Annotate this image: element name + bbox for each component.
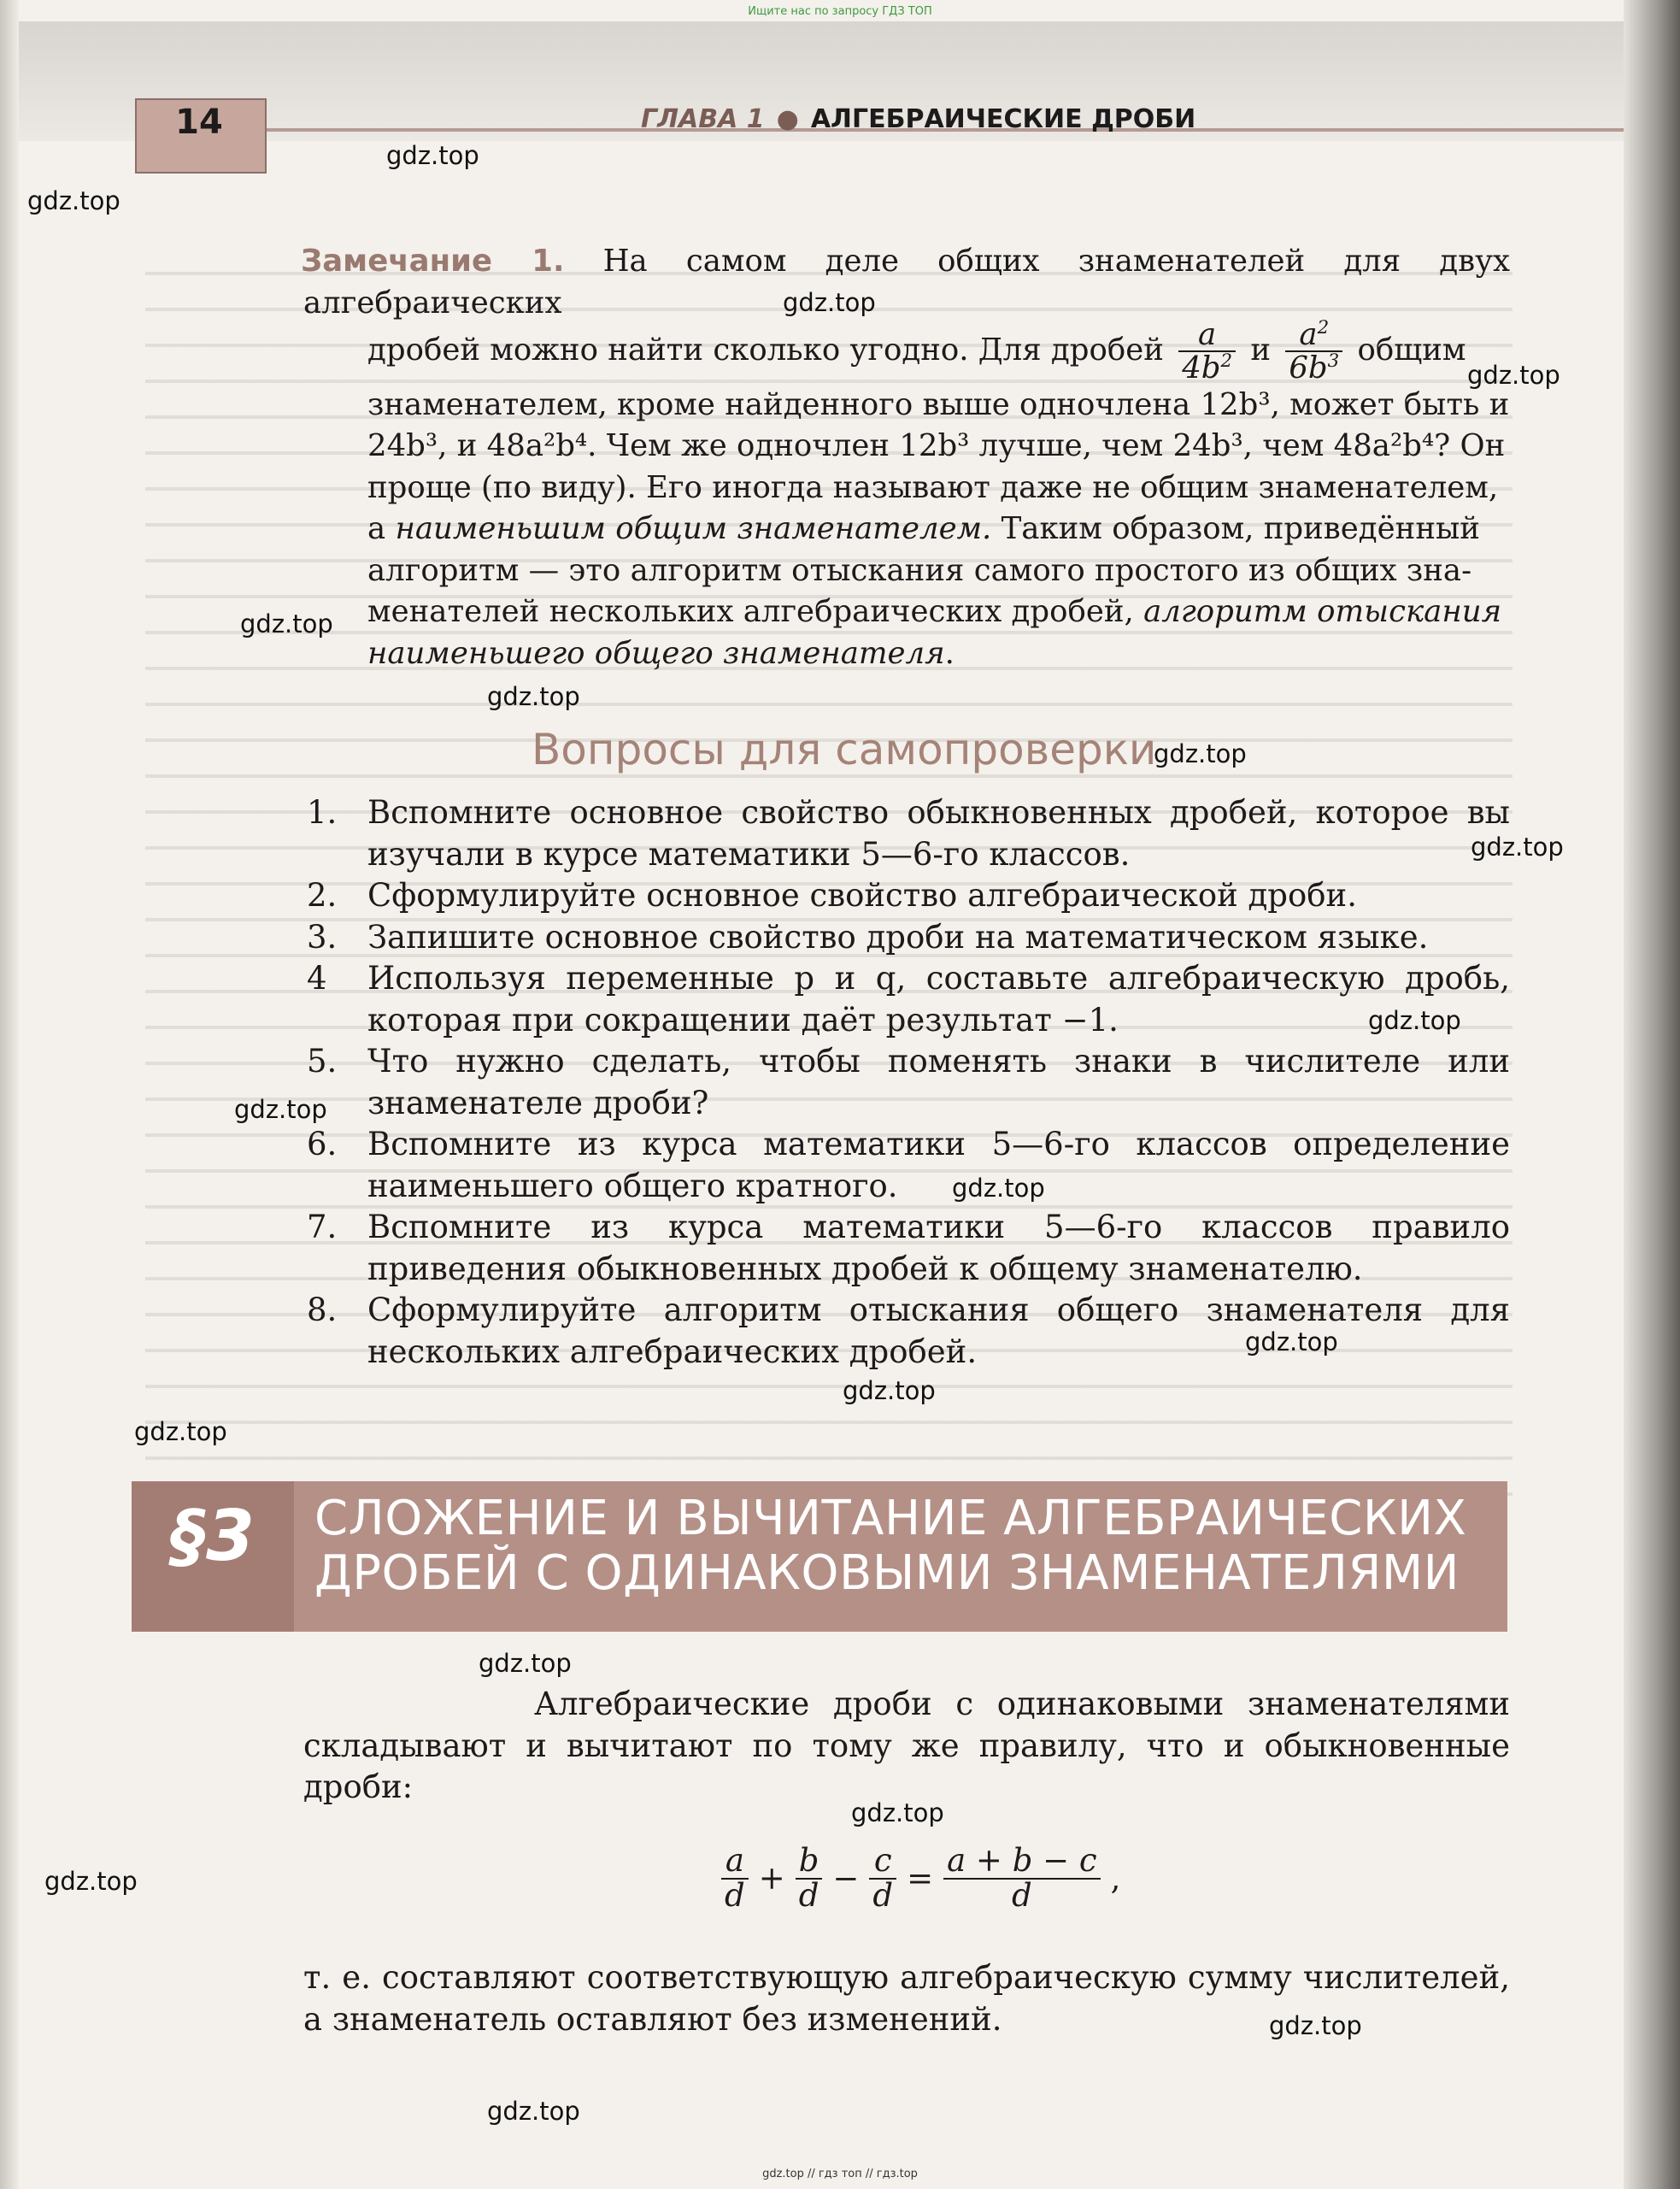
questions-heading: Вопросы для самопроверки: [532, 725, 1157, 774]
note-line: алгоритм — это алгоритм отыскания самого простого из общих зна-: [367, 552, 1472, 588]
questions-list: [303, 792, 1510, 1373]
minus-sign: −: [832, 1860, 860, 1898]
question-number: 5.: [307, 1043, 338, 1080]
watermark: gdz.top: [479, 1649, 572, 1678]
watermark: gdz.top: [1467, 361, 1560, 390]
note-line-fractions: [303, 319, 1510, 385]
numerator-base: a: [1299, 317, 1318, 352]
fraction-numerator: a: [1178, 319, 1236, 352]
question-item: [303, 1041, 1510, 1124]
chapter-label: ГЛАВА 1: [641, 104, 765, 134]
denominator-base: 4b: [1182, 350, 1221, 386]
fraction-numerator: [1285, 319, 1342, 352]
watermark: gdz.top: [952, 1174, 1045, 1203]
body-paragraph: [303, 1957, 1510, 2040]
comma: ,: [1110, 1860, 1121, 1898]
watermark: gdz.top: [1269, 2011, 1362, 2040]
question-number: 2.: [307, 877, 338, 914]
note-text: На самом деле общих знаменателей для двух алгебраических: [303, 244, 1510, 321]
equals-sign: =: [907, 1860, 934, 1898]
watermark: gdz.top: [134, 1417, 227, 1446]
note-text: общим: [1357, 332, 1466, 368]
note-line: 24b³, и 48a²b⁴. Чем же одночлен 12b³ лучше, чем 24b³, чем 48a²b⁴? Он: [367, 428, 1506, 464]
page-number: 14: [175, 103, 223, 142]
question-text: Вспомните из курса математики 5—6-го классов определение наименьшего общего кратного.: [367, 1126, 1510, 1204]
question-item: [303, 792, 1510, 875]
note-line: знаменателем, кроме найденного выше одночлена 12b³, может быть и: [367, 386, 1510, 422]
note-text: дробей можно найти сколько угодно. Для дробей: [367, 332, 1164, 368]
question-number: 4: [307, 960, 327, 997]
question-text: Вспомните из курса математики 5—6-го классов правило приведения обыкновенных дробей к общему знаменателю.: [367, 1209, 1510, 1287]
fraction-denominator: [1285, 352, 1342, 384]
question-text: Сформулируйте алгоритм отыскания общего знаменателя для нескольких алгебраических дробей.: [367, 1292, 1510, 1370]
watermark: gdz.top: [1245, 1327, 1338, 1356]
body-text: Алгебраические дроби с одинаковыми знаменателями складывают и вычитают по тому же правилу, что и обыкновенные дроби:: [303, 1686, 1510, 1805]
question-text: Что нужно сделать, чтобы поменять знаки в числителе или знаменателе дроби?: [367, 1043, 1510, 1121]
emphasis-term: алгоритм отыскания: [1143, 594, 1502, 630]
fraction-numerator: c: [869, 1845, 896, 1880]
section-title: [314, 1492, 1466, 1601]
section-title-line: СЛОЖЕНИЕ И ВЫЧИТАНИЕ АЛГЕБРАИЧЕСКИХ: [314, 1491, 1467, 1546]
question-text: Используя переменные p и q, составьте алгебраическую дробь, которая при сокращении даёт результат −1.: [367, 960, 1510, 1039]
fraction-numerator: a + b − c: [943, 1845, 1101, 1880]
note-text: а: [367, 511, 386, 547]
note-line: [303, 241, 1510, 324]
watermark: gdz.top: [234, 1095, 327, 1124]
fraction-denominator: d: [872, 1876, 894, 1914]
bullet-icon: ●: [776, 104, 799, 134]
fraction-numerator: a: [721, 1845, 749, 1880]
fraction-numerator: b: [796, 1845, 823, 1880]
question-item: [303, 1207, 1510, 1290]
watermark: gdz.top: [386, 141, 479, 170]
watermark: gdz.top: [487, 2097, 580, 2126]
emphasis-term: наименьшим общим знаменателем.: [395, 511, 992, 547]
fraction-a-over-4b2: [1178, 319, 1236, 385]
fraction-denominator: d: [798, 1876, 819, 1914]
exponent: 2: [1317, 317, 1330, 339]
note-line: проще (по виду). Его иногда называют даже не общим знаменателем,: [367, 469, 1499, 505]
fraction-c-over-d: [869, 1842, 896, 1914]
note-line: [303, 591, 1510, 633]
question-item: [303, 1290, 1510, 1373]
watermark: gdz.top: [44, 1867, 138, 1896]
watermark: gdz.top: [843, 1376, 936, 1405]
note-text: Таким образом, приведённый: [1001, 511, 1480, 547]
body-text: т. е. составляют соответствующую алгебраическую сумму числителей, а знаменатель оставляют без изменений.: [303, 1959, 1510, 2038]
question-number: 6.: [307, 1126, 338, 1162]
note-line: [303, 633, 1510, 675]
watermark: gdz.top: [1471, 833, 1564, 862]
question-item: [303, 875, 1510, 917]
chapter-title: АЛГЕБРАИЧЕСКИЕ ДРОБИ: [810, 104, 1196, 134]
question-text: Вспомните основное свойство обыкновенных дробей, которое вы изучали в курсе математики 5—6-го классов.: [367, 794, 1510, 873]
plus-sign: +: [758, 1860, 785, 1898]
note-line: [303, 509, 1510, 550]
fraction-b-over-d: [796, 1842, 823, 1914]
watermark: gdz.top: [783, 288, 876, 317]
note-text: менателей нескольких алгебраических дробей,: [367, 594, 1134, 630]
question-number: 1.: [307, 794, 338, 831]
watermark: gdz.top: [27, 186, 120, 215]
note-text: и: [1250, 332, 1272, 368]
note-label: Замечание 1.: [301, 244, 565, 279]
question-number: 8.: [307, 1292, 338, 1328]
note-text: .: [944, 635, 955, 671]
fraction-sum-over-d: [943, 1842, 1101, 1914]
watermark: gdz.top: [1154, 739, 1247, 768]
fraction-denominator: d: [1012, 1876, 1032, 1914]
question-text: Запишите основное свойство дроби на математическом языке.: [367, 918, 1429, 956]
section-number: §3: [171, 1496, 256, 1577]
fraction-a-over-d: [721, 1842, 749, 1914]
note-block: [303, 241, 1510, 674]
bottom-ad-text: gdz.top // гдз топ // гдз.top: [762, 2168, 918, 2180]
question-text: Сформулируйте основное свойство алгебраической дроби.: [367, 877, 1357, 914]
page-edge-left: [0, 0, 19, 2189]
section-title-line: ДРОБЕЙ С ОДИНАКОВЫМИ ЗНАМЕНАТЕЛЯМИ: [314, 1545, 1460, 1601]
exponent: 2: [1220, 350, 1233, 373]
question-number: 3.: [307, 918, 338, 956]
fraction-a2-over-6b3: [1285, 319, 1342, 385]
exponent: 3: [1327, 350, 1340, 373]
question-item: [303, 1124, 1510, 1207]
question-item: [303, 917, 1510, 959]
fraction-denominator: [1178, 352, 1236, 384]
watermark: gdz.top: [487, 682, 580, 711]
fraction-denominator: d: [725, 1876, 745, 1914]
watermark: gdz.top: [1368, 1006, 1461, 1035]
question-item: [303, 958, 1510, 1041]
emphasis-term: наименьшего общего знаменателя: [367, 635, 945, 671]
formula: [718, 1842, 1127, 1914]
denominator-base: 6b: [1289, 350, 1328, 386]
top-ad-text: Ищите нас по запросу ГДЗ ТОП: [748, 5, 932, 18]
page-edge-shadow: [1624, 0, 1680, 2189]
watermark: gdz.top: [240, 609, 333, 638]
body-paragraph: [303, 1684, 1510, 1809]
question-number: 7.: [307, 1209, 338, 1245]
watermark: gdz.top: [851, 1798, 944, 1827]
chapter-heading: [641, 104, 1195, 134]
